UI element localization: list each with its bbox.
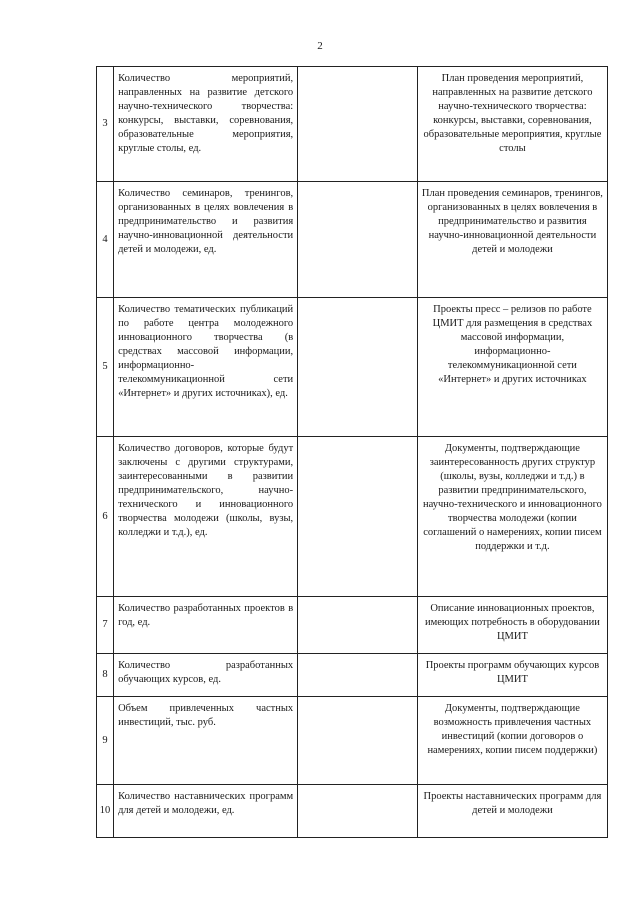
row-number: 7 bbox=[97, 597, 114, 654]
table-row bbox=[97, 298, 608, 437]
indicator-cell: Количество мероприятий, направленных на развитие детского научно-технического творчества: конкурсы, выставки, соревнования, образовательные мероприятия, круглые столы, ед. bbox=[114, 67, 298, 182]
table-row bbox=[97, 437, 608, 597]
source-document-cell: Документы, подтверждающие заинтересованность других структур (школы, вузы, колледжи и т.д.) в развитии предпринимательского, научно-технического и инновационного творчества молодежи (копии соглашений о намерениях, копии писем поддержки и т.д. bbox=[417, 437, 607, 597]
table-row bbox=[97, 697, 608, 785]
indicator-cell: Количество тематических публикаций по работе центра молодежного инновационного творчества (в средствах массовой информации, информационно-телекоммуникационной сети «Интернет» и других источниках), ед. bbox=[114, 298, 298, 437]
source-document-cell: Проекты пресс – релизов по работе ЦМИТ для размещения в средствах массовой информации, информационно-телекоммуникационной сети «Интернет» и других источниках bbox=[417, 298, 607, 437]
source-document-cell: Описание инновационных проектов, имеющих потребность в оборудовании ЦМИТ bbox=[417, 597, 607, 654]
value-cell bbox=[298, 437, 418, 597]
value-cell bbox=[298, 597, 418, 654]
source-document-cell: Документы, подтверждающие возможность привлечения частных инвестиций (копии договоров о намерениях, копии писем поддержки) bbox=[417, 697, 607, 785]
value-cell bbox=[298, 697, 418, 785]
row-number: 5 bbox=[97, 298, 114, 437]
table-row bbox=[97, 785, 608, 838]
table-row bbox=[97, 182, 608, 298]
source-document-cell: Проекты программ обучающих курсов ЦМИТ bbox=[417, 654, 607, 697]
value-cell bbox=[298, 67, 418, 182]
indicators-table bbox=[96, 66, 608, 838]
source-document-cell: План проведения семинаров, тренингов, организованных в целях вовлечения в предпринимательство и развития научно-инновационной деятельности детей и молодежи bbox=[417, 182, 607, 298]
indicator-cell: Количество наставнических программ для детей и молодежи, ед. bbox=[114, 785, 298, 838]
table-row bbox=[97, 597, 608, 654]
row-number: 4 bbox=[97, 182, 114, 298]
source-document-cell: Проекты наставнических программ для детей и молодежи bbox=[417, 785, 607, 838]
row-number: 3 bbox=[97, 67, 114, 182]
value-cell bbox=[298, 654, 418, 697]
page-number: 2 bbox=[317, 40, 323, 52]
row-number: 9 bbox=[97, 697, 114, 785]
source-document-cell: План проведения мероприятий, направленных на развитие детского научно-технического творчества: конкурсы, выставки, соревнования, образовательные мероприятия, круглые столы bbox=[417, 67, 607, 182]
indicator-cell: Количество разработанных обучающих курсов, ед. bbox=[114, 654, 298, 697]
indicator-cell: Количество разработанных проектов в год, ед. bbox=[114, 597, 298, 654]
value-cell bbox=[298, 785, 418, 838]
row-number: 10 bbox=[97, 785, 114, 838]
table-row bbox=[97, 654, 608, 697]
row-number: 6 bbox=[97, 437, 114, 597]
value-cell bbox=[298, 298, 418, 437]
value-cell bbox=[298, 182, 418, 298]
row-number: 8 bbox=[97, 654, 114, 697]
indicator-cell: Количество семинаров, тренингов, организованных в целях вовлечения в предпринимательство и развития научно-инновационной деятельности детей и молодежи, ед. bbox=[114, 182, 298, 298]
indicator-cell: Количество договоров, которые будут заключены с другими структурами, заинтересованными в развитии предпринимательского, научно-технического и инновационного творчества молодежи (школы, вузы, колледжи и т.д.), ед. bbox=[114, 437, 298, 597]
indicator-cell: Объем привлеченных частных инвестиций, тыс. руб. bbox=[114, 697, 298, 785]
table-row bbox=[97, 67, 608, 182]
